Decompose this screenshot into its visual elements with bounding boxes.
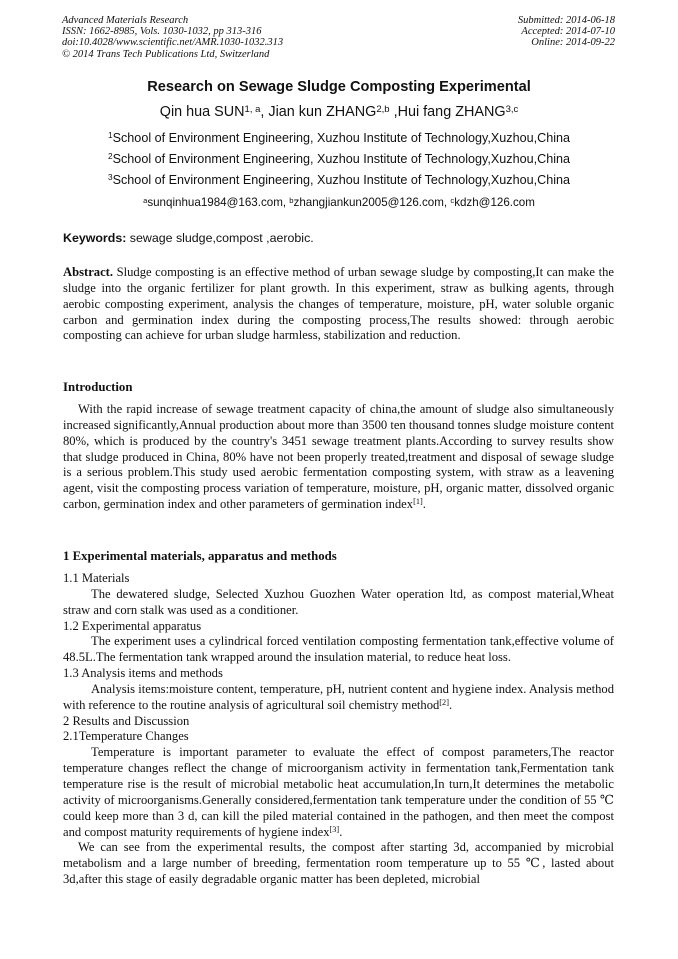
submitted-date: Submitted: 2014-06-18	[517, 15, 615, 26]
affiliation-num: 2	[107, 151, 113, 162]
accepted-date: Accepted: 2014-07-10	[521, 26, 615, 38]
citation-ref: [3]	[329, 824, 340, 834]
author-name: Jian kun ZHANG	[268, 104, 377, 120]
issn-line: ISSN: 1662-8985, Vols. 1030-1032, pp 313-316	[62, 26, 262, 38]
subsection-text: Analysis items:moisture content, temperature, pH, nutrient content and hygiene index. Analysis method with reference to the routine analysis of agricultural soil chemistry method	[63, 681, 614, 712]
author-name: Qin hua SUN	[159, 104, 245, 120]
author-sep: ,	[389, 104, 398, 120]
author-list	[0, 104, 678, 120]
citation-ref: [2]	[439, 698, 449, 708]
journal-name: Advanced Materials Research	[62, 15, 189, 26]
introduction-text: With the rapid increase of sewage treatment capacity of china,the amount of sludge also simultaneously increased significantly,Annual production about more than 3500 ten thousand tonnes sludge moisture content 80%, which is produced by the country's 3451 sewage treatment plants.According to survey results show that sludge produced in China, 80% have not been properly treated,treatment and disposal of sewage sludge is a serious problem.This study used aerobic fermentation composting system, with straw as a leavening agent, visit the composting process variation of temperature, moisture, pH, organic matter, dissolved organic carbon, germination index and other parameters of germination index	[63, 402, 614, 512]
email-line	[0, 196, 678, 209]
subsection-title: 1.2 Experimental apparatus	[63, 618, 202, 633]
keywords-label: Keywords:	[63, 231, 127, 245]
subsection-title: 1.1 Materials	[63, 571, 130, 585]
subsection-text: The dewatered sludge, Selected Xuzhou Guozhen Water operation ltd, as compost material,Wheat straw and corn stalk was used as a conditioner.	[63, 586, 614, 617]
temperature-paragraph: Temperature is important parameter to evaluate the effect of compost parameters,The reactor temperature changes reflect the change of microorganism activity in fermentation tank,Fermentation tank temperature rise is the result of microbial metabolic heat accumulation,In turn,It determines the metabolic activity of microorganisms.Generally considered,fermentation tank temperature under the condition of 55 ℃ could keep more than 3 d, can kill the piled material contained in the pathogen, and then meet the compost and compost maturity requirements of hygiene index	[63, 745, 614, 839]
keywords-line	[63, 231, 314, 245]
keywords-text: sewage sludge,compost ,aerobic.	[126, 231, 314, 245]
affiliation-text: School of Environment Engineering, Xuzhou Institute of Technology,Xuzhou,China	[112, 152, 571, 166]
introduction-heading: Introduction	[63, 380, 133, 394]
affiliation-num: 3	[107, 172, 113, 183]
author-name: Hui fang ZHANG	[397, 104, 506, 120]
abstract	[63, 265, 614, 344]
section2-title: 2 Results and Discussion	[63, 713, 190, 728]
section1-heading: 1 Experimental materials, apparatus and methods	[63, 549, 337, 563]
affiliation-text: School of Environment Engineering, Xuzhou Institute of Technology,Xuzhou,China	[112, 173, 571, 187]
affiliation	[0, 173, 678, 187]
sentence-end: .	[448, 697, 453, 712]
introduction-body	[63, 402, 614, 513]
abstract-text: Sludge composting is an effective method of urban sewage sludge by composting,It can make the sludge into the organic fertilizer for plant growth. In this experiment, straw as bulking agents, through aerobic composting experiment, analysis the changes of temperature, moisture, pH, water soluble organic carbon and germination index during the composting process,The results showed: through aerobic composting can achieve for urban sludge harmless, stabilization and reduction.	[63, 265, 614, 343]
online-date: Online: 2014-09-22	[531, 37, 615, 49]
dates-header	[518, 15, 615, 49]
copyright-line: © 2014 Trans Tech Publications Ltd, Switzerland	[62, 48, 270, 60]
email-sup: a	[143, 195, 148, 205]
email-text: zhangjiankun2005@126.com,	[293, 196, 451, 209]
author-sup: 2,b	[376, 103, 390, 115]
sentence-end: .	[339, 824, 343, 839]
affiliation-text: School of Environment Engineering, Xuzhou Institute of Technology,Xuzhou,China	[112, 131, 571, 145]
results-paragraph: We can see from the experimental results, the compost after starting 3d, accompanied by microbial metabolism and a large number of breeding, fermentation room temperature up to 55 ℃, lasted about 3d,after this stage of easily degradable organic matter has been depleted, microbial	[63, 840, 614, 887]
affiliation	[0, 131, 678, 145]
subsection-title: 1.3 Analysis items and methods	[63, 666, 223, 681]
author-sup: 3,c	[505, 103, 519, 115]
author-sep: ,	[260, 104, 269, 120]
citation-ref: [1]	[413, 497, 423, 507]
email-text: kdzh@126.com	[454, 196, 535, 209]
subsection-title: 2.1Temperature Changes	[63, 729, 189, 744]
section1-body	[63, 571, 614, 888]
introduction-end: .	[422, 497, 426, 512]
author-sup: 1, a	[244, 103, 261, 115]
doi-line: doi:10.4028/www.scientific.net/AMR.1030-1032.313	[62, 37, 284, 49]
email-sup: b	[289, 195, 294, 205]
email-text: sunqinhua1984@163.com,	[147, 196, 290, 209]
journal-header	[62, 15, 283, 60]
subsection-text: The experiment uses a cylindrical forced ventilation composting fermentation tank,effective volume of 48.5L.The fermentation tank wrapped around the insulation material, to reduce heat loss.	[63, 634, 614, 665]
paper-title: Research on Sewage Sludge Composting Experimental	[147, 79, 531, 95]
affiliation	[0, 152, 678, 166]
affiliation-num: 1	[107, 130, 113, 141]
email-sup: c	[450, 195, 455, 205]
abstract-label: Abstract.	[63, 265, 114, 279]
